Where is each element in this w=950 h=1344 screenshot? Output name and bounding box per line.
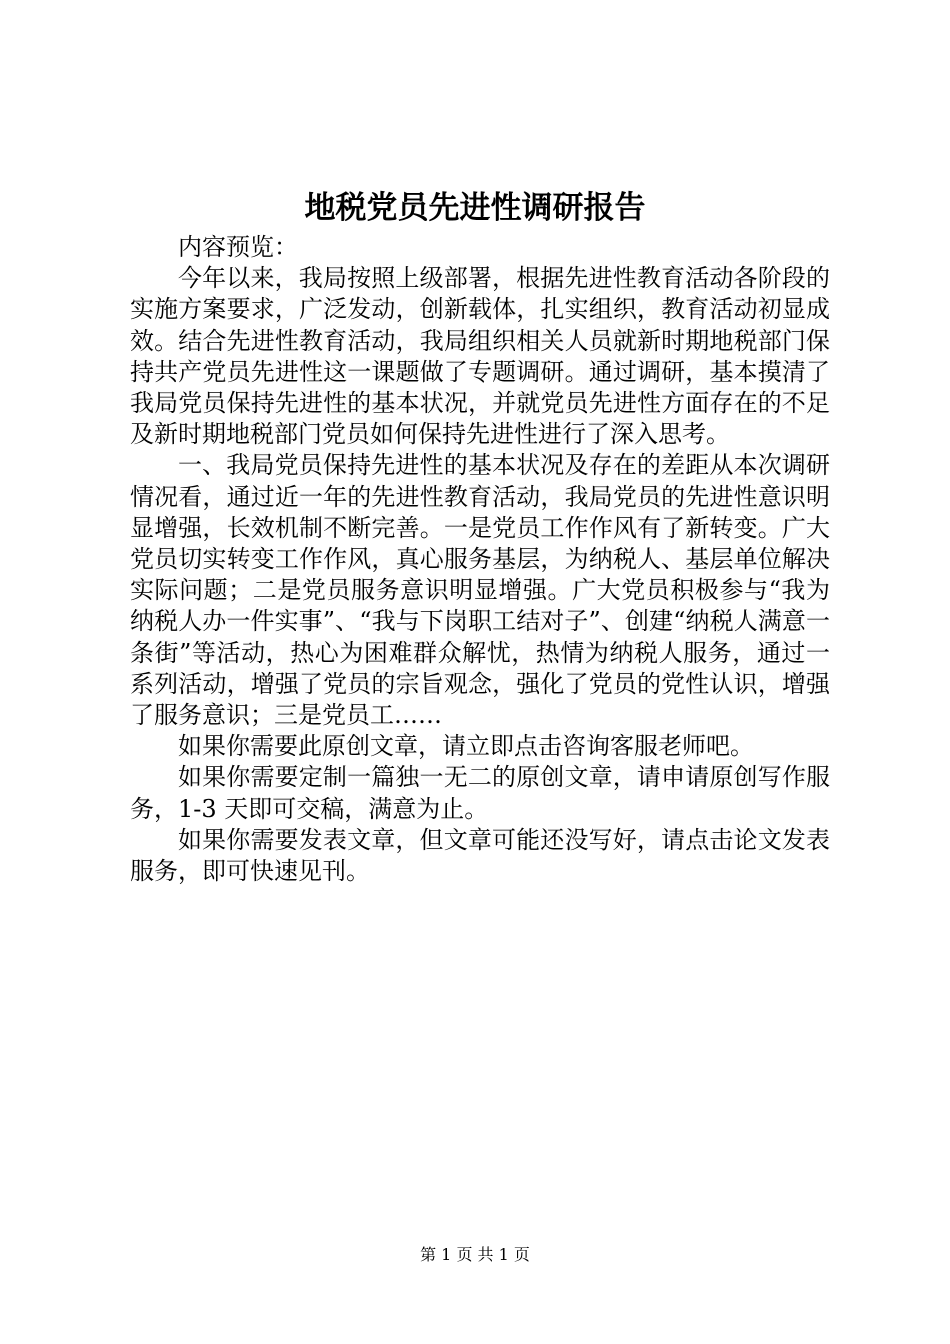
document-body (130, 232, 830, 887)
document-title: 地税党员先进性调研报告 (304, 190, 646, 226)
intro-paragraph: 今年以来，我局按照上级部署，根据先进性教育活动各阶段的实施方案要求，广泛发动，创新载体，扎实组织，教育活动初显成效。结合先进性教育活动，我局组织相关人员就新时期地税部门保持共产党员先进性这一课题做了专题调研。通过调研，基本摸清了我局党员保持先进性的基本状况，并就党员先进性方面存在的不足及新时期地税部门党员如何保持先进性进行了深入思考。 (130, 264, 830, 449)
page-footer: 第 1 页 共 1 页 (420, 1245, 530, 1264)
preview-label: 内容预览： (178, 233, 298, 261)
custom-writing-paragraph: 如果你需要定制一篇独一无二的原创文章，请申请原创写作服务，1-3 天即可交稿，满意为止。 (130, 763, 830, 823)
consult-paragraph: 如果你需要此原创文章，请立即点击咨询客服老师吧。 (178, 732, 754, 761)
publish-paragraph: 如果你需要发表文章，但文章可能还没写好，请点击论文发表服务，即可快速见刊。 (130, 825, 830, 886)
status-paragraph: 一、我局党员保持先进性的基本状况及存在的差距从本次调研情况看，通过近一年的先进性教育活动，我局党员的先进性意识明显增强，长效机制不断完善。一是党员工作作风有了新转变。广大党员切实转变工作作风，真心服务基层，为纳税人、基层单位解决实际问题；二是党员服务意识明显增强。广大党员积极参与“我为纳税人办一件实事”、“我与下岗职工结对子”、创建“纳税人满意一条街”等活动，热心为困难群众解忧，热情为纳税人服务，通过一系列活动，增强了党员的宗旨观念，强化了党员的党性认识，增强了服务意识；三是党员工…… (130, 451, 830, 730)
